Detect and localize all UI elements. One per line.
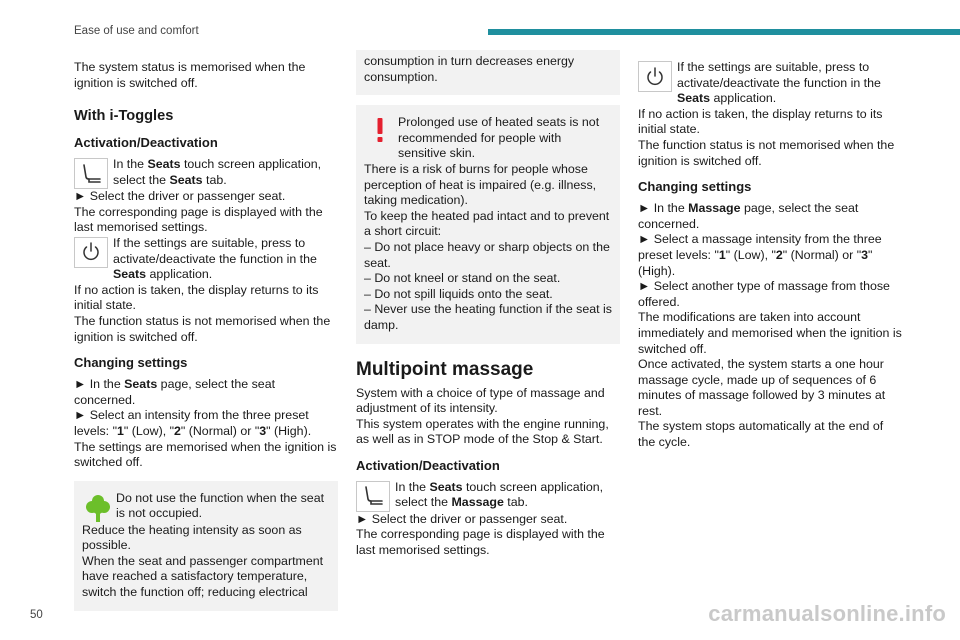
heading-multipoint-massage: Multipoint massage [356,358,534,380]
note-text: Do not use the function when the seat is not occupied. [116,490,325,521]
warning-item: – Do not spill liquids onto the seat. [364,286,553,301]
paragraph: The function status is not memorised when the ignition is switched off. [74,313,331,344]
paragraph: The function status is not memorised when the ignition is switched off. [638,137,895,168]
paragraph: In the Seats touch screen application, select the Massage tab. [395,479,604,510]
paragraph: System with a choice of type of massage and adjustment of its intensity. [356,385,605,416]
paragraph: The corresponding page is displayed with the last memorised settings. [74,204,323,235]
paragraph: The modifications are taken into account immediately and memorised when the ignition is switched off. [638,310,902,356]
paragraph: If no action is taken, the display returns to its initial state. [74,282,319,313]
step: ► Select a massage intensity from the three preset levels: "1" (Low), "2" (Normal) or "3" (High). [638,232,882,278]
paragraph: If no action is taken, the display returns to its initial state. [638,106,883,137]
step: ► In the Massage page, select the seat concerned. [638,201,859,231]
paragraph: In the Seats touch screen application, select the Seats tab. [113,157,322,187]
step: ► Select another type of massage from those offered. [638,279,890,309]
seat-instruction [356,480,620,512]
paragraph: The system status is memorised when the ignition is switched off. [74,60,306,90]
paragraph: The corresponding page is displayed with the last memorised settings. [356,527,605,558]
power-instruction [74,236,338,283]
eco-note-box-continued [356,50,620,95]
heading-activation: Activation/Deactivation [356,457,500,473]
paragraph: The system stops automatically at the end of the cycle. [638,419,884,450]
section-title: Ease of use and comfort [74,25,199,37]
note-text: consumption in turn decreases energy consumption. [364,54,575,84]
step: ► Select the driver or passenger seat. [74,189,286,204]
note-text: Reduce the heating intensity as soon as possible. [82,522,302,553]
paragraph: Once activated, the system starts a one hour massage cycle, made up of sequences of 6 minutes of massage followed by 3 minutes at rest. [638,357,886,418]
watermark: carmanualsonline.info [708,601,946,626]
warning-text: There is a risk of burns for people whose perception of heat is impaired (e.g. illness, taking medication). [364,161,597,208]
step: ► Select an intensity from the three preset levels: "1" (Low), "2" (Normal) or "3" (High). [74,408,312,438]
paragraph: This system operates with the engine running, as well as in STOP mode of the Stop & Start. [356,416,609,447]
column-right [638,60,902,451]
seat-icon [74,158,108,189]
heading-activation: Activation/Deactivation [74,135,218,151]
warning-item: – Do not place heavy or sharp objects on the seat. [364,239,610,270]
heading-changing-settings: Changing settings [638,179,752,195]
column-left [74,60,338,611]
column-middle [356,54,620,559]
heading-i-toggles: With i-Toggles [74,108,174,125]
step: ► Select the driver or passenger seat. [356,511,568,526]
note-text: When the seat and passenger compartment have reached a satisfactory temperature, switch the function off; reducing electrical [82,553,324,600]
power-instruction [638,60,902,107]
paragraph: The settings are memorised when the ignition is switched off. [74,439,337,470]
warning-text: To keep the heated pad intact and to prevent a short circuit: [364,208,610,239]
header-accent-bar [488,29,960,35]
eco-note-box [74,481,338,611]
seat-icon [356,481,390,512]
power-icon [638,61,672,92]
paragraph: If the settings are suitable, press to activate/deactivate the function in the Seats application. [677,60,881,106]
paragraph: If the settings are suitable, press to activate/deactivate the function in the Seats application. [113,235,317,282]
warning-text: Prolonged use of heated seats is not recommended for people with sensitive skin. [398,115,600,161]
power-icon [74,237,108,268]
seat-instruction [74,157,338,189]
tree-icon [82,493,114,523]
warning-item: – Do not kneel or stand on the seat. [364,271,561,286]
exclamation-icon [364,117,396,143]
heading-changing-settings: Changing settings [74,355,188,371]
warning-item: – Never use the heating function if the seat is damp. [364,302,612,332]
warning-box [356,105,620,343]
page-number: 50 [30,609,43,621]
step: ► In the Seats page, select the seat concerned. [74,377,276,407]
